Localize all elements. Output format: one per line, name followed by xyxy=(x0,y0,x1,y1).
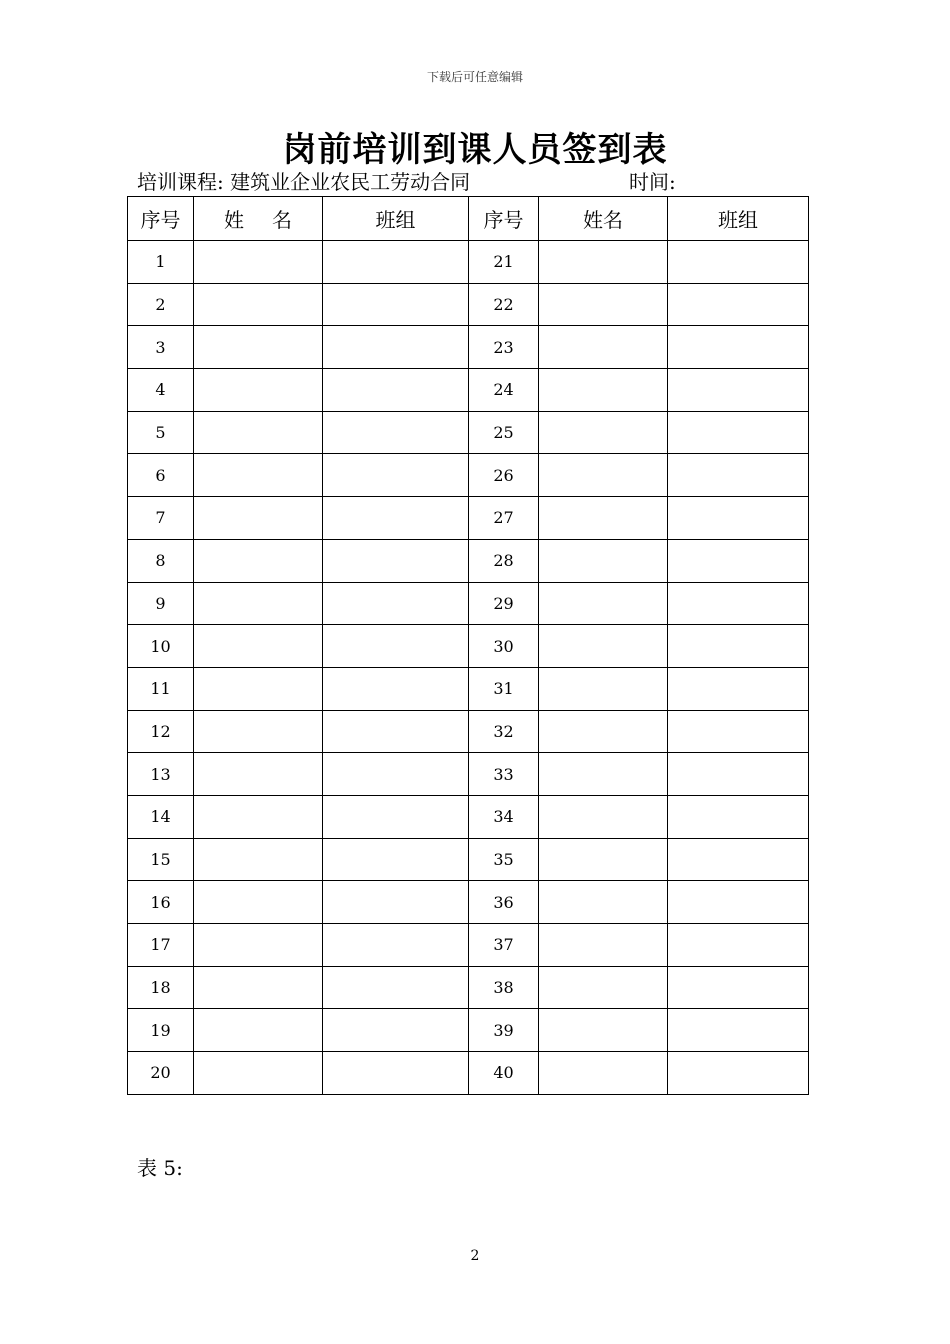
seq-right-cell: 25 xyxy=(469,411,539,454)
table-row xyxy=(128,1009,809,1052)
table-row xyxy=(128,625,809,668)
seq-right-cell: 34 xyxy=(469,795,539,838)
name-right-cell[interactable] xyxy=(539,838,668,881)
name-left-cell[interactable] xyxy=(194,710,323,753)
team-right-cell[interactable] xyxy=(668,1009,809,1052)
seq-right-cell: 27 xyxy=(469,497,539,540)
table-row xyxy=(128,795,809,838)
name-right-cell[interactable] xyxy=(539,710,668,753)
seq-right-cell: 39 xyxy=(469,1009,539,1052)
name-left-cell[interactable] xyxy=(194,369,323,412)
table-row xyxy=(128,582,809,625)
team-left-cell[interactable] xyxy=(323,710,469,753)
name-left-cell[interactable] xyxy=(194,667,323,710)
seq-right-cell: 35 xyxy=(469,838,539,881)
table-row xyxy=(128,411,809,454)
seq-right-cell: 38 xyxy=(469,966,539,1009)
team-right-cell[interactable] xyxy=(668,881,809,924)
seq-left-cell: 6 xyxy=(128,454,194,497)
seq-left-cell: 10 xyxy=(128,625,194,668)
header-name-right: 姓名 xyxy=(539,197,668,241)
name-left-cell[interactable] xyxy=(194,411,323,454)
team-left-cell[interactable] xyxy=(323,625,469,668)
seq-right-cell: 28 xyxy=(469,539,539,582)
time-label: 时间: xyxy=(629,170,676,194)
table-row xyxy=(128,497,809,540)
seq-left-cell: 4 xyxy=(128,369,194,412)
name-left-cell[interactable] xyxy=(194,1052,323,1095)
seq-left-cell: 11 xyxy=(128,667,194,710)
name-right-cell[interactable] xyxy=(539,966,668,1009)
name-left-cell[interactable] xyxy=(194,582,323,625)
seq-left-cell: 8 xyxy=(128,539,194,582)
name-right-cell[interactable] xyxy=(539,369,668,412)
name-left-cell[interactable] xyxy=(194,795,323,838)
team-left-cell[interactable] xyxy=(323,1009,469,1052)
table-row xyxy=(128,454,809,497)
team-right-cell[interactable] xyxy=(668,710,809,753)
table-row xyxy=(128,369,809,412)
page-header-note: 下载后可任意编辑 xyxy=(426,70,523,84)
table-row xyxy=(128,241,809,284)
name-right-cell[interactable] xyxy=(539,795,668,838)
name-right-cell[interactable] xyxy=(539,625,668,668)
name-right-cell[interactable] xyxy=(539,753,668,796)
table-note: 表 5: xyxy=(137,1156,183,1180)
team-left-cell[interactable] xyxy=(323,497,469,540)
seq-right-cell: 31 xyxy=(469,667,539,710)
team-right-cell[interactable] xyxy=(668,454,809,497)
seq-left-cell: 7 xyxy=(128,497,194,540)
team-right-cell[interactable] xyxy=(668,283,809,326)
name-left-cell[interactable] xyxy=(194,625,323,668)
seq-left-cell: 13 xyxy=(128,753,194,796)
name-left-cell[interactable] xyxy=(194,753,323,796)
name-right-cell[interactable] xyxy=(539,497,668,540)
seq-right-cell: 32 xyxy=(469,710,539,753)
table-row xyxy=(128,1052,809,1095)
seq-right-cell: 23 xyxy=(469,326,539,369)
seq-left-cell: 20 xyxy=(128,1052,194,1095)
seq-left-cell: 12 xyxy=(128,710,194,753)
header-name-left-char1: 姓 xyxy=(224,208,244,232)
name-left-cell[interactable] xyxy=(194,454,323,497)
seq-left-cell: 1 xyxy=(128,241,194,284)
header-team-left: 班组 xyxy=(323,197,469,241)
seq-right-cell: 36 xyxy=(469,881,539,924)
team-left-cell[interactable] xyxy=(323,582,469,625)
name-right-cell[interactable] xyxy=(539,667,668,710)
team-right-cell[interactable] xyxy=(668,411,809,454)
seq-right-cell: 33 xyxy=(469,753,539,796)
table-row xyxy=(128,753,809,796)
team-left-cell[interactable] xyxy=(323,795,469,838)
table-row xyxy=(128,539,809,582)
name-left-cell[interactable] xyxy=(194,241,323,284)
team-right-cell[interactable] xyxy=(668,241,809,284)
team-left-cell[interactable] xyxy=(323,539,469,582)
seq-left-cell: 9 xyxy=(128,582,194,625)
table-row xyxy=(128,966,809,1009)
seq-left-cell: 17 xyxy=(128,924,194,967)
table-row xyxy=(128,710,809,753)
table-row xyxy=(128,838,809,881)
seq-left-cell: 2 xyxy=(128,283,194,326)
table-row xyxy=(128,881,809,924)
team-right-cell[interactable] xyxy=(668,369,809,412)
name-right-cell[interactable] xyxy=(539,881,668,924)
seq-left-cell: 18 xyxy=(128,966,194,1009)
team-right-cell[interactable] xyxy=(668,1052,809,1095)
name-left-cell[interactable] xyxy=(194,881,323,924)
team-right-cell[interactable] xyxy=(668,326,809,369)
team-left-cell[interactable] xyxy=(323,283,469,326)
header-seq-left: 序号 xyxy=(128,197,194,241)
table-row xyxy=(128,924,809,967)
seq-right-cell: 24 xyxy=(469,369,539,412)
seq-left-cell: 15 xyxy=(128,838,194,881)
header-seq-right: 序号 xyxy=(469,197,539,241)
team-left-cell[interactable] xyxy=(323,838,469,881)
team-left-cell[interactable] xyxy=(323,454,469,497)
course-label: 培训课程: xyxy=(137,170,224,194)
header-name-left-char2: 名 xyxy=(272,208,292,232)
team-left-cell[interactable] xyxy=(323,881,469,924)
page-number: 2 xyxy=(470,1248,480,1264)
table-row xyxy=(128,326,809,369)
course-name: 建筑业企业农民工劳动合同 xyxy=(230,170,471,194)
name-left-cell[interactable] xyxy=(194,1009,323,1052)
team-right-cell[interactable] xyxy=(668,795,809,838)
name-left-cell[interactable] xyxy=(194,924,323,967)
table-body xyxy=(128,241,809,1095)
team-right-cell[interactable] xyxy=(668,497,809,540)
table-header-row xyxy=(128,197,809,241)
seq-left-cell: 14 xyxy=(128,795,194,838)
header-name-left xyxy=(194,197,323,241)
name-left-cell[interactable] xyxy=(194,539,323,582)
name-left-cell[interactable] xyxy=(194,283,323,326)
team-left-cell[interactable] xyxy=(323,411,469,454)
team-left-cell[interactable] xyxy=(323,241,469,284)
team-left-cell[interactable] xyxy=(323,753,469,796)
seq-left-cell: 3 xyxy=(128,326,194,369)
team-right-cell[interactable] xyxy=(668,582,809,625)
team-right-cell[interactable] xyxy=(668,539,809,582)
team-left-cell[interactable] xyxy=(323,667,469,710)
name-right-cell[interactable] xyxy=(539,411,668,454)
seq-right-cell: 26 xyxy=(469,454,539,497)
team-left-cell[interactable] xyxy=(323,966,469,1009)
team-left-cell[interactable] xyxy=(323,1052,469,1095)
seq-left-cell: 19 xyxy=(128,1009,194,1052)
name-right-cell[interactable] xyxy=(539,924,668,967)
seq-right-cell: 21 xyxy=(469,241,539,284)
team-left-cell[interactable] xyxy=(323,369,469,412)
table-row xyxy=(128,667,809,710)
header-team-right: 班组 xyxy=(668,197,809,241)
seq-right-cell: 30 xyxy=(469,625,539,668)
table-row xyxy=(128,283,809,326)
team-right-cell[interactable] xyxy=(668,966,809,1009)
name-right-cell[interactable] xyxy=(539,283,668,326)
name-left-cell[interactable] xyxy=(194,966,323,1009)
name-right-cell[interactable] xyxy=(539,454,668,497)
name-right-cell[interactable] xyxy=(539,1052,668,1095)
seq-right-cell: 22 xyxy=(469,283,539,326)
team-right-cell[interactable] xyxy=(668,625,809,668)
seq-right-cell: 29 xyxy=(469,582,539,625)
course-info-line xyxy=(137,168,817,196)
name-left-cell[interactable] xyxy=(194,326,323,369)
team-left-cell[interactable] xyxy=(323,326,469,369)
seq-right-cell: 37 xyxy=(469,924,539,967)
team-right-cell[interactable] xyxy=(668,924,809,967)
name-right-cell[interactable] xyxy=(539,539,668,582)
name-right-cell[interactable] xyxy=(539,1009,668,1052)
seq-left-cell: 5 xyxy=(128,411,194,454)
document-title: 岗前培训到课人员签到表 xyxy=(282,130,668,170)
team-right-cell[interactable] xyxy=(668,667,809,710)
team-right-cell[interactable] xyxy=(668,838,809,881)
name-left-cell[interactable] xyxy=(194,838,323,881)
name-left-cell[interactable] xyxy=(194,497,323,540)
name-right-cell[interactable] xyxy=(539,326,668,369)
team-left-cell[interactable] xyxy=(323,924,469,967)
seq-left-cell: 16 xyxy=(128,881,194,924)
seq-right-cell: 40 xyxy=(469,1052,539,1095)
name-right-cell[interactable] xyxy=(539,582,668,625)
team-right-cell[interactable] xyxy=(668,753,809,796)
name-right-cell[interactable] xyxy=(539,241,668,284)
sign-in-table xyxy=(127,196,809,1095)
